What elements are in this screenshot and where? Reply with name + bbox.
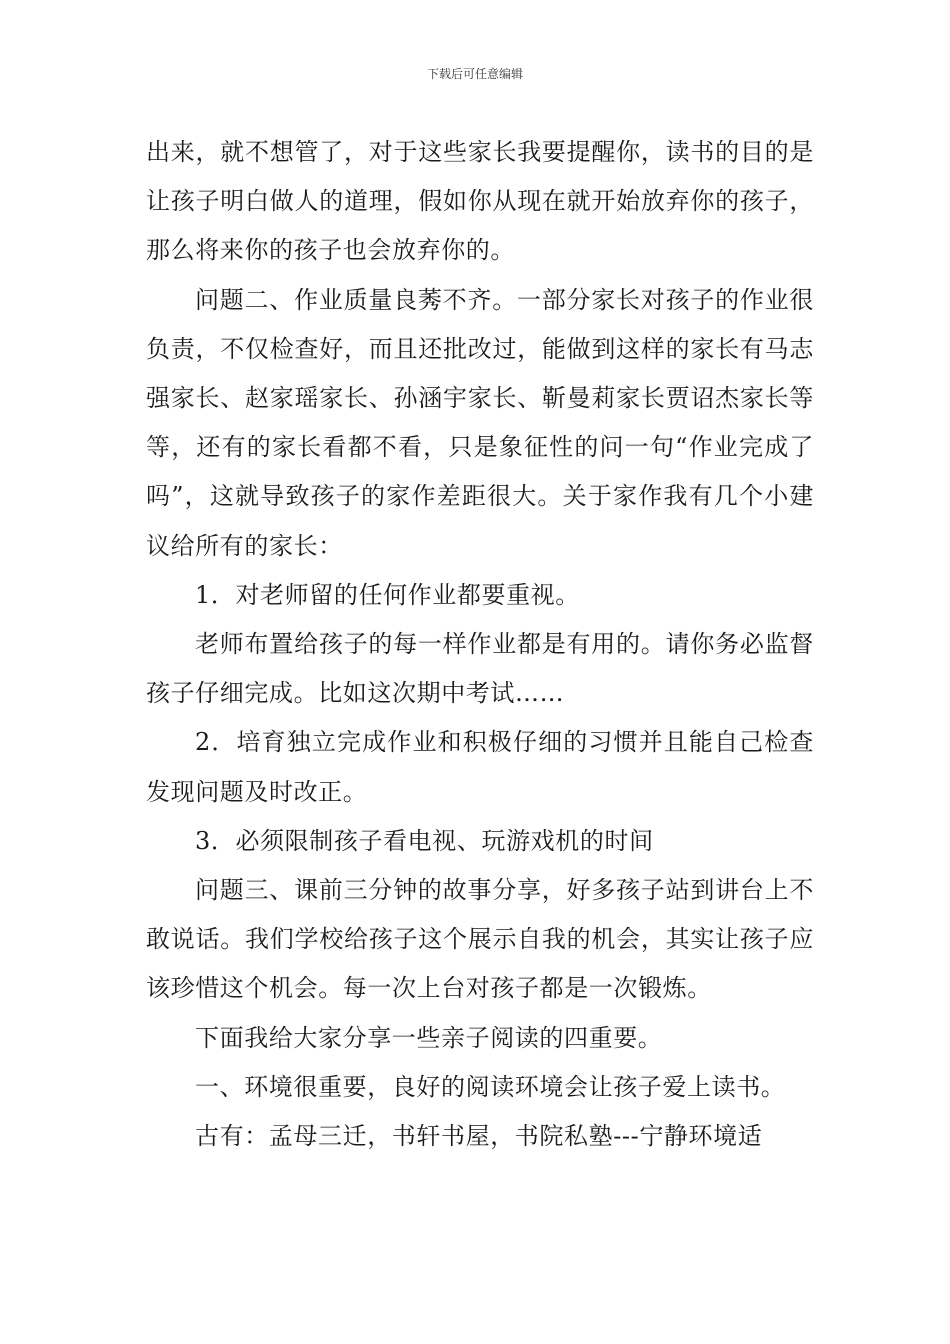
paragraph-5: 2．培育独立完成作业和积极仔细的习惯并且能自己检查发现问题及时改正。 <box>146 728 814 806</box>
paragraph-6: 3．必须限制孩子看电视、玩游戏机的时间 <box>195 826 654 855</box>
paragraph-1: 出来，就不想管了，对于这些家长我要提醒你，读书的目的是让孩子明白做人的道理，假如你从现在就开始放弃你的孩子，那么将来你的孩子也会放弃你的。 <box>146 138 814 265</box>
paragraph-10: 古有：孟母三迁，书轩书屋，书院私塾---宁静环境适 <box>195 1122 763 1151</box>
paragraph-2: 问题二、作业质量良莠不齐。一部分家长对孩子的作业很负责，不仅检查好，而且还批改过，能做到这样的家长有马志强家长、赵家瑶家长、孙涵宇家长、靳曼莉家长贾诏杰家长等等，还有的家长看都不看，只是象征性的问一句“作业完成了吗”，这就导致孩子的家作差距很大。关于家作我有几个小建议给所有的家长： <box>146 285 814 560</box>
document-body <box>146 128 814 1161</box>
paragraph-7: 问题三、课前三分钟的故事分享，好多孩子站到讲台上不敢说话。我们学校给孩子这个展示自我的机会，其实让孩子应该珍惜这个机会。每一次上台对孩子都是一次锻炼。 <box>146 876 814 1003</box>
paragraph-4: 老师布置给孩子的每一样作业都是有用的。请你务必监督孩子仔细完成。比如这次期中考试…… <box>146 630 814 708</box>
paragraph-9: 一、环境很重要，良好的阅读环境会让孩子爱上读书。 <box>195 1072 786 1101</box>
paragraph-8: 下面我给大家分享一些亲子阅读的四重要。 <box>195 1023 663 1052</box>
page-header: 下载后可任意编辑 <box>426 67 523 81</box>
paragraph-3: 1．对老师留的任何作业都要重视。 <box>195 580 580 609</box>
